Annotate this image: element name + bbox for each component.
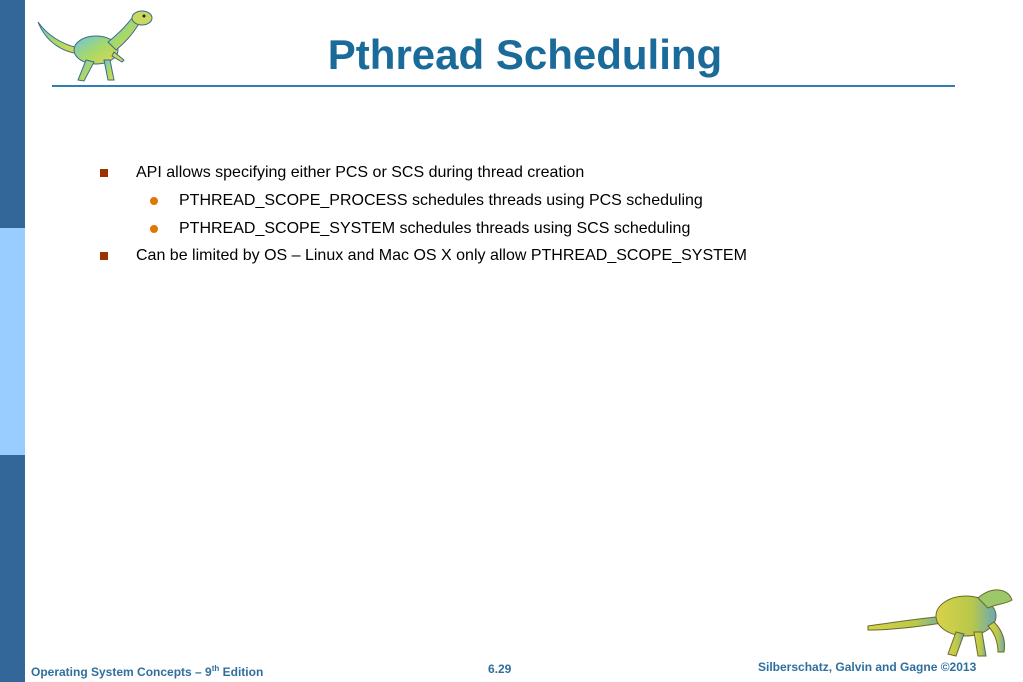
footer-page-number: 6.29 (488, 662, 512, 676)
dot-bullet-icon (150, 225, 158, 233)
slide-title: Pthread Scheduling (327, 31, 723, 78)
side-bar (0, 0, 25, 682)
side-bar-middle-segment (0, 228, 25, 455)
square-bullet-icon (100, 169, 108, 177)
bullet-text: API allows specifying either PCS or SCS during thread creation (136, 164, 585, 181)
square-bullet-icon (100, 252, 108, 260)
dinosaur-logo-icon (34, 4, 158, 86)
side-bar-bottom-segment (0, 455, 25, 682)
bullet-text: Can be limited by OS – Linux and Mac OS X only allow PTHREAD_SCOPE_SYSTEM (136, 247, 747, 264)
footer-book-suffix: Edition (219, 665, 264, 679)
dot-bullet-icon (150, 197, 158, 205)
side-bar-top-segment (0, 0, 25, 228)
footer-book-superscript: th (211, 664, 220, 673)
footer-book-prefix: Operating System Concepts – 9 (31, 665, 212, 679)
dinosaur-illustration-icon (866, 582, 1016, 662)
footer-authors: Silberschatz, Galvin and Gagne ©2013 (758, 660, 977, 674)
title-divider (52, 85, 955, 87)
sub-bullet-text: PTHREAD_SCOPE_SYSTEM schedules threads using SCS scheduling (179, 220, 691, 237)
footer-book-title (31, 664, 263, 682)
sub-bullet-text: PTHREAD_SCOPE_PROCESS schedules threads using PCS scheduling (179, 192, 703, 209)
